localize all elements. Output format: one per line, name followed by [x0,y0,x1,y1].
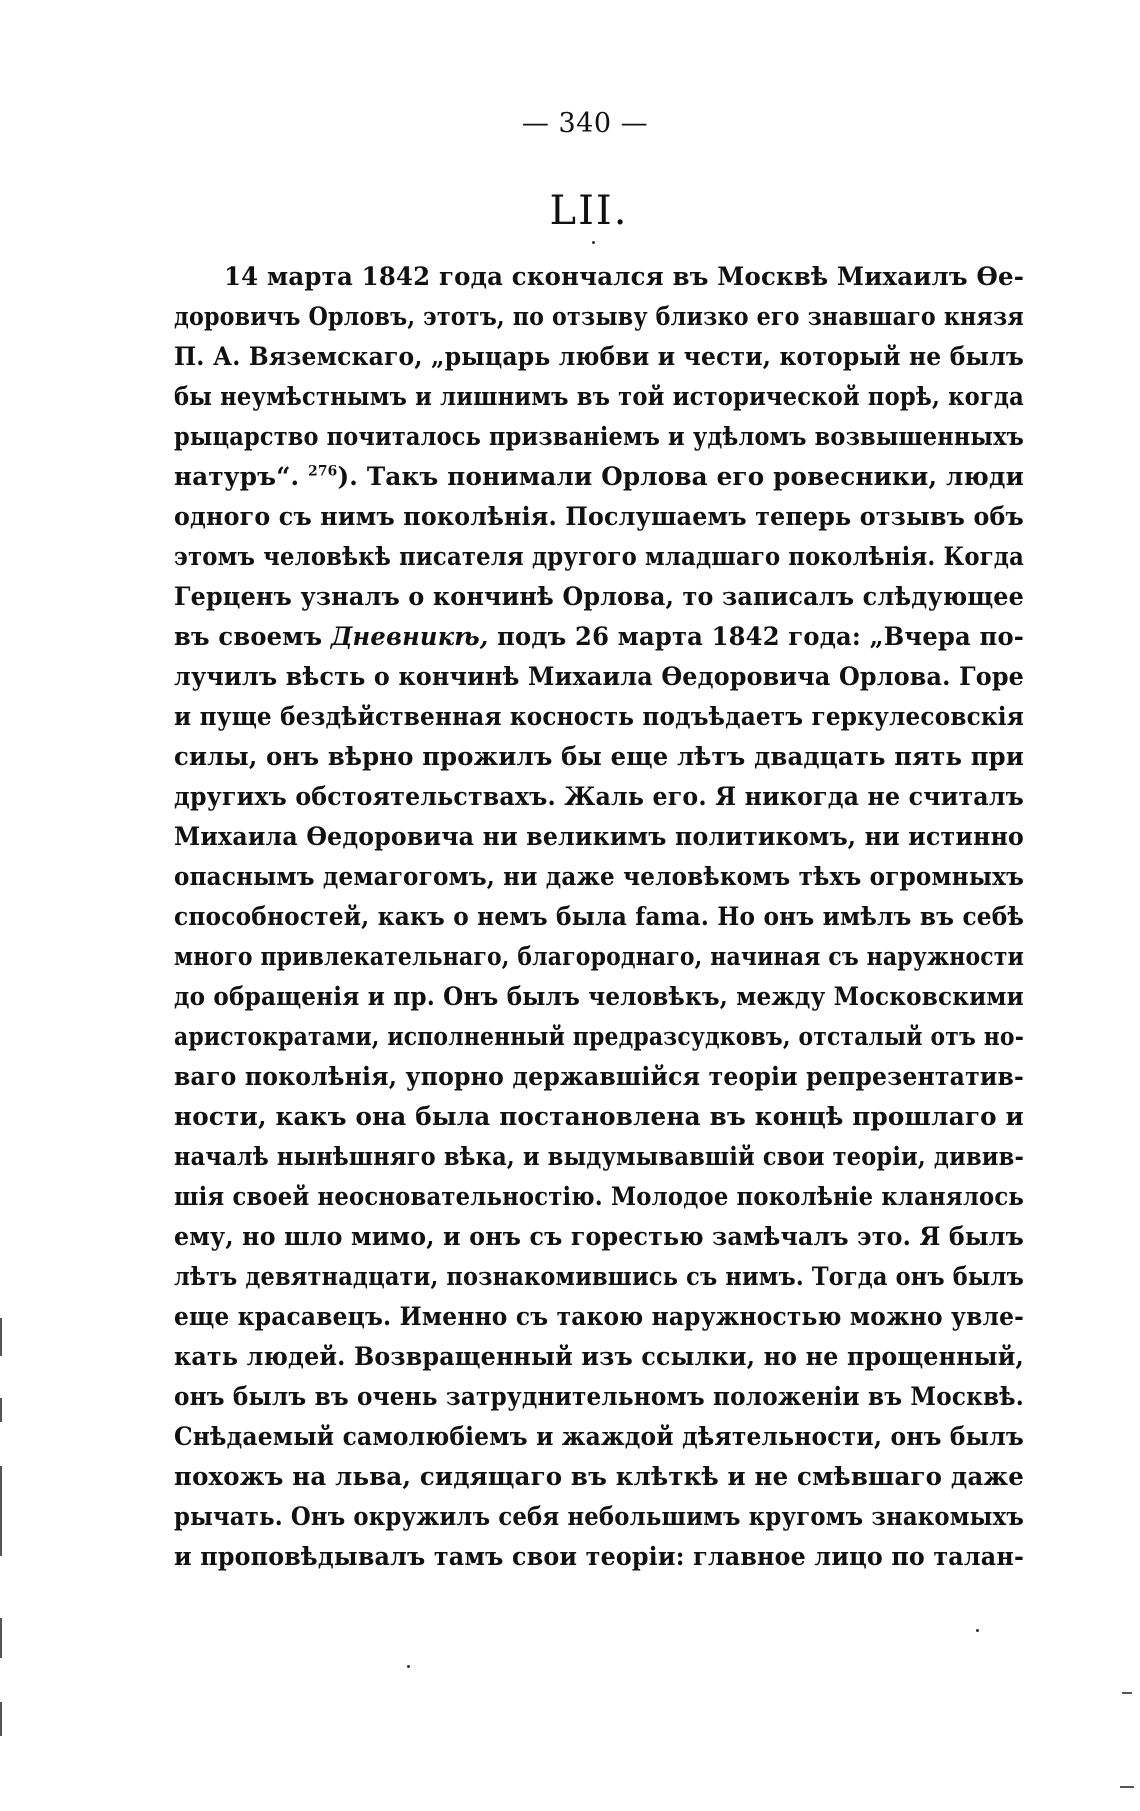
body-paragraph [174,257,1024,1577]
text-segment: кать людей. Возвращенный изъ ссылки, но не прощенный, [174,1342,1024,1371]
text-segment: въ своемъ [174,622,331,651]
text-segment: Михаила Ѳедоровича ни великимъ политикомъ, ни истинно [174,822,1025,851]
text-segment: ности, какъ она была постановлена въ концѣ прошлаго и [174,1102,1025,1131]
text-segment: одного съ нимъ поколѣнія. Послушаемъ теперь отзывъ объ [174,502,1024,531]
text-segment: П. А. Вяземскаго, „рыцарь любви и чести, который не былъ [174,342,1025,371]
text-segment: лѣтъ девятнадцати, познакомившись съ нимъ. Тогда онъ былъ [174,1262,1024,1291]
text-line [174,1417,1024,1457]
text-line [174,457,1024,497]
text-line [174,1337,1024,1377]
text-segment: этомъ человѣкѣ писателя другого младшаго поколѣнія. Когда [174,542,1025,571]
text-segment: силы, онъ вѣрно прожилъ бы еще лѣтъ двадцать пять при [174,742,1024,771]
scan-edge-mark [1122,1692,1132,1694]
page-number: — 340 — [521,108,649,139]
text-segment: способностей, какъ о немъ была fama. Но онъ имѣлъ въ себѣ [174,902,1025,931]
text-segment: рычать. Онъ окружилъ себя небольшимъ кругомъ знакомыхъ [174,1502,1025,1531]
text-segment: натуръ“. [174,462,309,491]
text-segment: 14 марта 1842 года скончался въ Москвѣ Михаилъ Ѳе- [224,262,1025,291]
text-segment: до обращенія и пр. Онъ былъ человѣкъ, между Московскими [174,982,1025,1011]
scan-speck [592,241,595,244]
scan-edge-mark [1120,1786,1134,1788]
text-line [174,777,1024,817]
text-line [174,1097,1024,1137]
text-line [174,1017,1024,1057]
text-line [174,417,1024,457]
text-line [174,937,1024,977]
text-line [174,1137,1024,1177]
text-segment: шія своей неосновательностію. Молодое поколѣніе кланялось [174,1182,1024,1211]
text-segment: ). Такъ понимали Орлова его ровесники, люди [337,462,1025,491]
text-segment: похожъ на льва, сидящаго въ клѣткѣ и не смѣвшаго даже [174,1462,1024,1491]
text-line [174,857,1024,897]
scan-speck [407,1665,410,1668]
text-segment: Герценъ узналъ о кончинѣ Орлова, то записалъ слѣдующее [174,582,1024,611]
text-segment: началѣ нынѣшняго вѣка, и выдумывавшій свои теоріи, дивив- [174,1142,1024,1171]
text-segment: много привлекательнаго, благороднаго, начиная съ наружности [174,942,1025,971]
text-line [174,257,1024,297]
scan-speck [976,1629,979,1632]
text-segment: и пуще бездѣйственная косность подъѣдаетъ геркулесовскія [174,702,1025,731]
text-segment: другихъ обстоятельствахъ. Жаль его. Я никогда не считалъ [174,782,1024,811]
text-line [174,737,1024,777]
scan-margin-mark [0,1398,2,1422]
text-line [174,337,1024,377]
text-line [174,1497,1024,1537]
text-segment: опаснымъ демагогомъ, ни даже человѣкомъ тѣхъ огромныхъ [174,862,1025,891]
italic-title: Дневникѣ, [330,622,489,651]
text-line [174,657,1024,697]
text-segment: онъ былъ въ очень затруднительномъ положеніи въ Москвѣ. [174,1382,1024,1411]
text-line [174,977,1024,1017]
text-line [174,1177,1024,1217]
text-segment: ваго поколѣнія, упорно державшійся теоріи репрезентатив- [174,1062,1024,1091]
text-line [174,1377,1024,1417]
text-segment: доровичъ Орловъ, этотъ, по отзыву близко его знавшаго князя [174,302,1024,331]
text-segment: бы неумѣстнымъ и лишнимъ въ той исторической порѣ, когда [174,382,1024,411]
scan-margin-mark [0,1466,2,1556]
text-line [174,537,1024,577]
scan-margin-mark [0,1318,2,1356]
text-line [174,377,1024,417]
text-line [174,697,1024,737]
text-segment: Снѣдаемый самолюбіемъ и жаждой дѣятельности, онъ былъ [174,1422,1025,1451]
chapter-title: LII. [549,188,629,234]
text-line [174,1257,1024,1297]
text-segment: рыцарство почиталось призваніемъ и удѣломъ возвышенныхъ [174,422,1025,451]
text-segment: аристократами, исполненный предразсудковъ, отсталый отъ но- [174,1022,1024,1051]
footnote-reference: 276 [308,463,338,480]
text-segment: еще красавецъ. Именно съ такою наружностью можно увле- [174,1302,1025,1331]
text-segment: ему, но шло мимо, и онъ съ горестью замѣчалъ это. Я былъ [174,1222,1025,1251]
text-segment: лучилъ вѣсть о кончинѣ Михаила Ѳедоровича Орлова. Горе [174,662,1025,691]
scan-margin-mark [0,1618,2,1658]
text-line [174,1537,1024,1577]
text-line [174,297,1024,337]
text-line [174,897,1024,937]
text-line [174,497,1024,537]
text-line [174,1457,1024,1497]
text-line [174,577,1024,617]
scan-margin-mark [0,1702,2,1736]
text-line [174,1057,1024,1097]
text-line [174,617,1024,657]
text-segment: и проповѣдывалъ тамъ свои теоріи: главное лицо по талан- [174,1542,1025,1571]
text-line [174,1297,1024,1337]
text-line [174,817,1024,857]
text-line [174,1217,1024,1257]
text-segment: подъ 26 марта 1842 года: „Вчера по- [488,622,1025,651]
